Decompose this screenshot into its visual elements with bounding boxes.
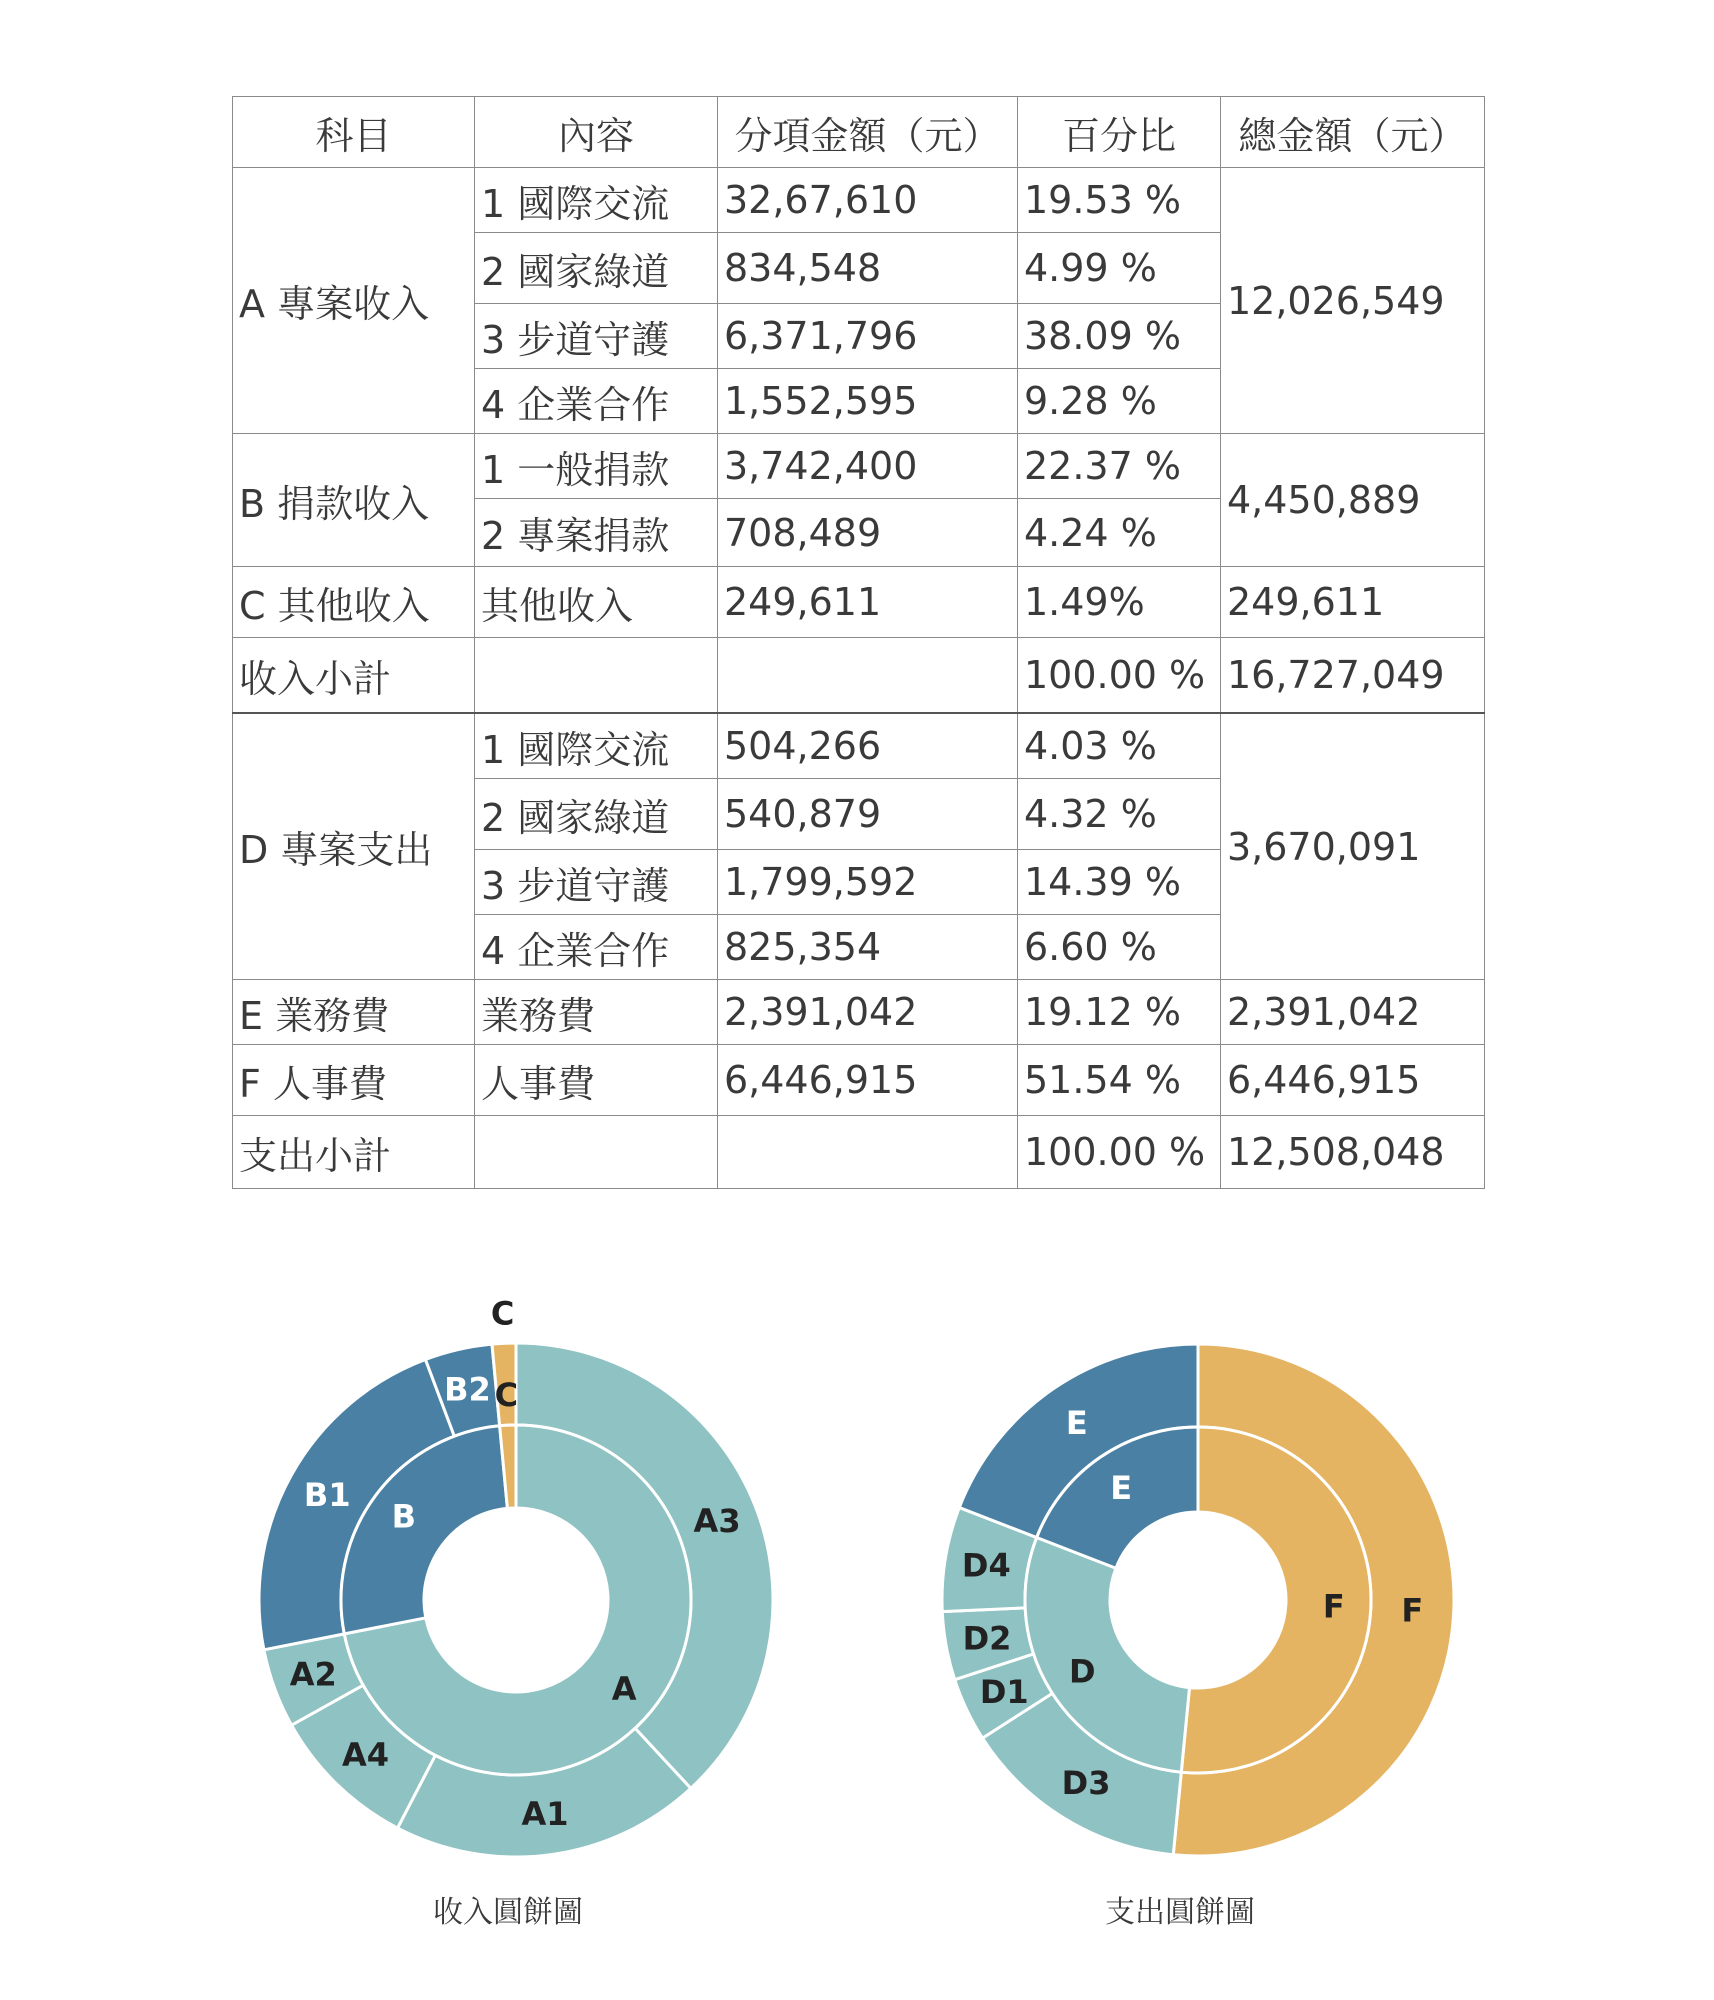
inner-label-a: A xyxy=(611,1669,637,1708)
amount-cell xyxy=(718,638,1018,714)
table-row xyxy=(233,567,1485,638)
total-cell: 12,508,048 xyxy=(1221,1116,1485,1189)
amount-cell: 3,742,400 xyxy=(718,434,1018,499)
header-amount: 分項金額（元） xyxy=(718,97,1018,168)
outer-label-d2: D2 xyxy=(962,1619,1012,1658)
category-cell: C 其他收入 xyxy=(233,567,475,638)
percent-cell: 4.24 % xyxy=(1018,499,1221,567)
finance-table xyxy=(232,96,1485,1189)
outer-label-d1: D1 xyxy=(979,1672,1029,1711)
amount-cell: 540,879 xyxy=(718,779,1018,850)
charts-area xyxy=(0,1260,1714,2000)
amount-cell: 32,67,610 xyxy=(718,168,1018,233)
content-cell: 3 步道守護 xyxy=(475,850,718,915)
table-row xyxy=(233,168,1485,233)
percent-cell: 22.37 % xyxy=(1018,434,1221,499)
header-percent: 百分比 xyxy=(1018,97,1221,168)
total-cell: 249,611 xyxy=(1221,567,1485,638)
income-chart-title: 收入圓餅圖 xyxy=(433,1895,583,1930)
table-row xyxy=(233,434,1485,499)
category-cell: E 業務費 xyxy=(233,980,475,1045)
percent-cell: 6.60 % xyxy=(1018,915,1221,980)
inner-label-f: F xyxy=(1322,1587,1345,1626)
outer-label-f: F xyxy=(1401,1591,1424,1630)
percent-cell: 9.28 % xyxy=(1018,369,1221,434)
percent-cell: 1.49% xyxy=(1018,567,1221,638)
amount-cell: 1,552,595 xyxy=(718,369,1018,434)
percent-cell: 19.12 % xyxy=(1018,980,1221,1045)
total-cell: 4,450,889 xyxy=(1221,434,1485,567)
outer-label-a3: A3 xyxy=(693,1502,741,1541)
content-cell: 業務費 xyxy=(475,980,718,1045)
percent-cell: 4.32 % xyxy=(1018,779,1221,850)
outer-label-b1: B1 xyxy=(303,1475,351,1514)
outer-label-b2: B2 xyxy=(444,1370,491,1409)
percent-cell: 4.99 % xyxy=(1018,233,1221,304)
amount-cell: 834,548 xyxy=(718,233,1018,304)
total-cell: 12,026,549 xyxy=(1221,168,1485,434)
category-cell: F 人事費 xyxy=(233,1045,475,1116)
table-header-row xyxy=(233,97,1485,168)
table-row xyxy=(233,980,1485,1045)
header-content: 內容 xyxy=(475,97,718,168)
percent-cell: 51.54 % xyxy=(1018,1045,1221,1116)
percent-cell: 100.00 % xyxy=(1018,1116,1221,1189)
content-cell: 2 國家綠道 xyxy=(475,233,718,304)
table-row xyxy=(233,638,1485,714)
income-donut-chart xyxy=(259,1294,773,1857)
content-cell: 人事費 xyxy=(475,1045,718,1116)
outer-label-d4: D4 xyxy=(961,1546,1011,1585)
amount-cell: 1,799,592 xyxy=(718,850,1018,915)
percent-cell: 100.00 % xyxy=(1018,638,1221,714)
content-cell xyxy=(475,638,718,714)
table-row xyxy=(233,713,1485,779)
category-cell: 支出小計 xyxy=(233,1116,475,1189)
total-cell: 3,670,091 xyxy=(1221,713,1485,980)
inner-label-b: B xyxy=(391,1497,416,1536)
amount-cell xyxy=(718,1116,1018,1189)
table-row xyxy=(233,1116,1485,1189)
percent-cell: 14.39 % xyxy=(1018,850,1221,915)
amount-cell: 825,354 xyxy=(718,915,1018,980)
content-cell: 3 步道守護 xyxy=(475,304,718,369)
content-cell: 其他收入 xyxy=(475,567,718,638)
category-cell: A 專案收入 xyxy=(233,168,475,434)
total-cell: 2,391,042 xyxy=(1221,980,1485,1045)
content-cell: 1 國際交流 xyxy=(475,713,718,779)
content-cell: 1 一般捐款 xyxy=(475,434,718,499)
category-cell: 收入小計 xyxy=(233,638,475,714)
content-cell: 2 專案捐款 xyxy=(475,499,718,567)
outer-label-c: C xyxy=(490,1294,515,1333)
outer-label-a1: A1 xyxy=(521,1795,569,1834)
outer-label-d3: D3 xyxy=(1061,1763,1111,1802)
content-cell: 4 企業合作 xyxy=(475,915,718,980)
expense-chart-title: 支出圓餅圖 xyxy=(1105,1895,1255,1930)
inner-label-c: C xyxy=(494,1376,519,1415)
amount-cell: 2,391,042 xyxy=(718,980,1018,1045)
header-category: 科目 xyxy=(233,97,475,168)
outer-label-a2: A2 xyxy=(289,1655,337,1694)
outer-label-e: E xyxy=(1065,1404,1088,1443)
header-total: 總金額（元） xyxy=(1221,97,1485,168)
total-cell: 16,727,049 xyxy=(1221,638,1485,714)
amount-cell: 504,266 xyxy=(718,713,1018,779)
percent-cell: 38.09 % xyxy=(1018,304,1221,369)
outer-label-a4: A4 xyxy=(342,1735,390,1774)
content-cell: 2 國家綠道 xyxy=(475,779,718,850)
percent-cell: 4.03 % xyxy=(1018,713,1221,779)
inner-label-d: D xyxy=(1068,1652,1096,1691)
total-cell: 6,446,915 xyxy=(1221,1045,1485,1116)
table-row xyxy=(233,1045,1485,1116)
amount-cell: 6,446,915 xyxy=(718,1045,1018,1116)
percent-cell: 19.53 % xyxy=(1018,168,1221,233)
inner-label-e: E xyxy=(1110,1468,1133,1507)
content-cell: 4 企業合作 xyxy=(475,369,718,434)
content-cell: 1 國際交流 xyxy=(475,168,718,233)
content-cell xyxy=(475,1116,718,1189)
amount-cell: 249,611 xyxy=(718,567,1018,638)
expense-donut-chart xyxy=(942,1344,1454,1856)
amount-cell: 708,489 xyxy=(718,499,1018,567)
category-cell: D 專案支出 xyxy=(233,713,475,980)
amount-cell: 6,371,796 xyxy=(718,304,1018,369)
category-cell: B 捐款收入 xyxy=(233,434,475,567)
